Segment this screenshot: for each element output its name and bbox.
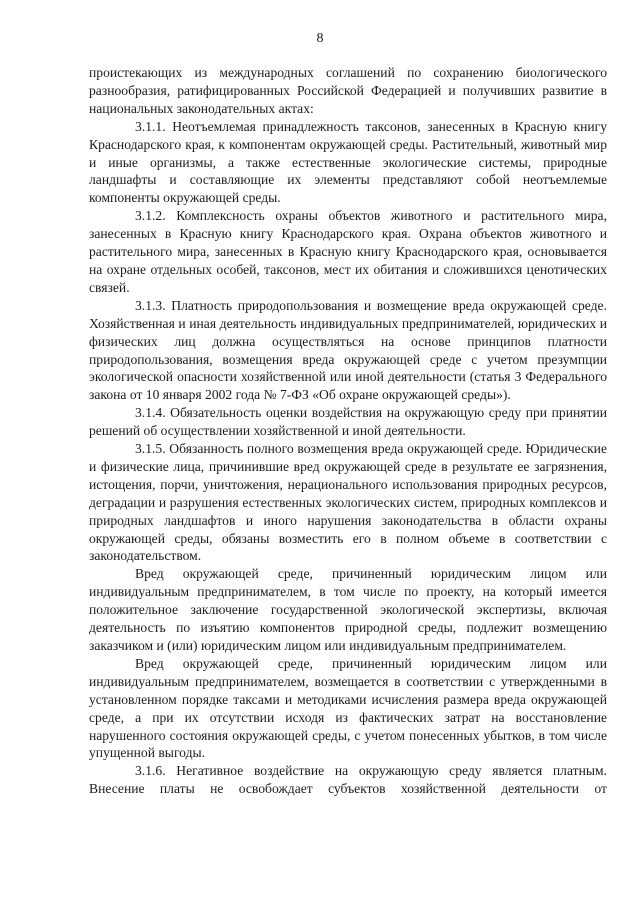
paragraph: 3.1.6. Негативное воздействие на окружающую среду является платным. Внесение платы не освобождает субъектов хозяйственной деятельности от	[89, 763, 607, 797]
paragraph: 3.1.5. Обязанность полного возмещения вреда окружающей среде. Юридические и физические лица, причинившие вред окружающей среде в результате ее загрязнения, истощения, порчи, уничтожения, нерационального использования природных ресурсов, деградации и разрушения естественных экологических систем, природных комплексов и природных ландшафтов и иного нарушения законодательства в области охраны окружающей среды, обязаны возместить его в полном объеме в соответствии с законодательством.	[89, 441, 607, 564]
paragraph: Вред окружающей среде, причиненный юридическим лицом или индивидуальным предпринимателем, возмещается в соответствии с утвержденными в установленном порядке таксами и методиками исчисления размера вреда окружающей среде, а при их отсутствии исходя из фактических затрат на восстановление нарушенного состояния окружающей среды, с учетом понесенных убытков, в том числе упущенной выгоды.	[89, 655, 607, 761]
paragraph: проистекающих из международных соглашений по сохранению биологического разнообразия, ратифицированных Российской Федерацией и получивших развитие в национальных законодательных актах:	[89, 65, 607, 116]
paragraph: Вред окружающей среде, причиненный юридическим лицом или индивидуальным предпринимателем, в том числе по проекту, на который имеется положительное заключение государственной экологической экспертизы, включая деятельность по изъятию компонентов природной среды, подлежит возмещению заказчиком и (или) юридическим лицом или индивидуальным предпринимателем.	[89, 566, 607, 653]
paragraph: 3.1.1. Неотъемлемая принадлежность таксонов, занесенных в Красную книгу Краснодарского края, к компонентам окружающей среды. Растительный, животный мир и иные организмы, а также естественные экологические системы, природные ландшафты и составляющие их элементы представляют собой неотъемлемые компоненты окружающей среды.	[89, 118, 607, 206]
paragraph: 3.1.2. Комплексность охраны объектов животного и растительного мира, занесенных в Красную книгу Краснодарского края. Охрана объектов животного и растительного мира, занесенных в Красную книгу Краснодарского края, основывается на охране отдельных особей, таксонов, мест их обитания и сложившихся ценотических связей.	[89, 208, 607, 295]
page-number: 8	[316, 31, 324, 46]
paragraph: 3.1.4. Обязательность оценки воздействия на окружающую среду при принятии решений об осуществлении хозяйственной и иной деятельности.	[89, 405, 607, 439]
paragraph: 3.1.3. Платность природопользования и возмещение вреда окружающей среде. Хозяйственная и иная деятельность индивидуальных предпринимателей, юридических и физических лиц должна осуществляться на основе принципов платности природопользования, возмещения вреда окружающей среде с учетом презумпции экологической опасности хозяйственной или иной деятельности (статья 3 Федерального закона от 10 января 2002 года № 7-ФЗ «Об охране окружающей среды»).	[89, 297, 607, 403]
document-body	[89, 64, 607, 798]
